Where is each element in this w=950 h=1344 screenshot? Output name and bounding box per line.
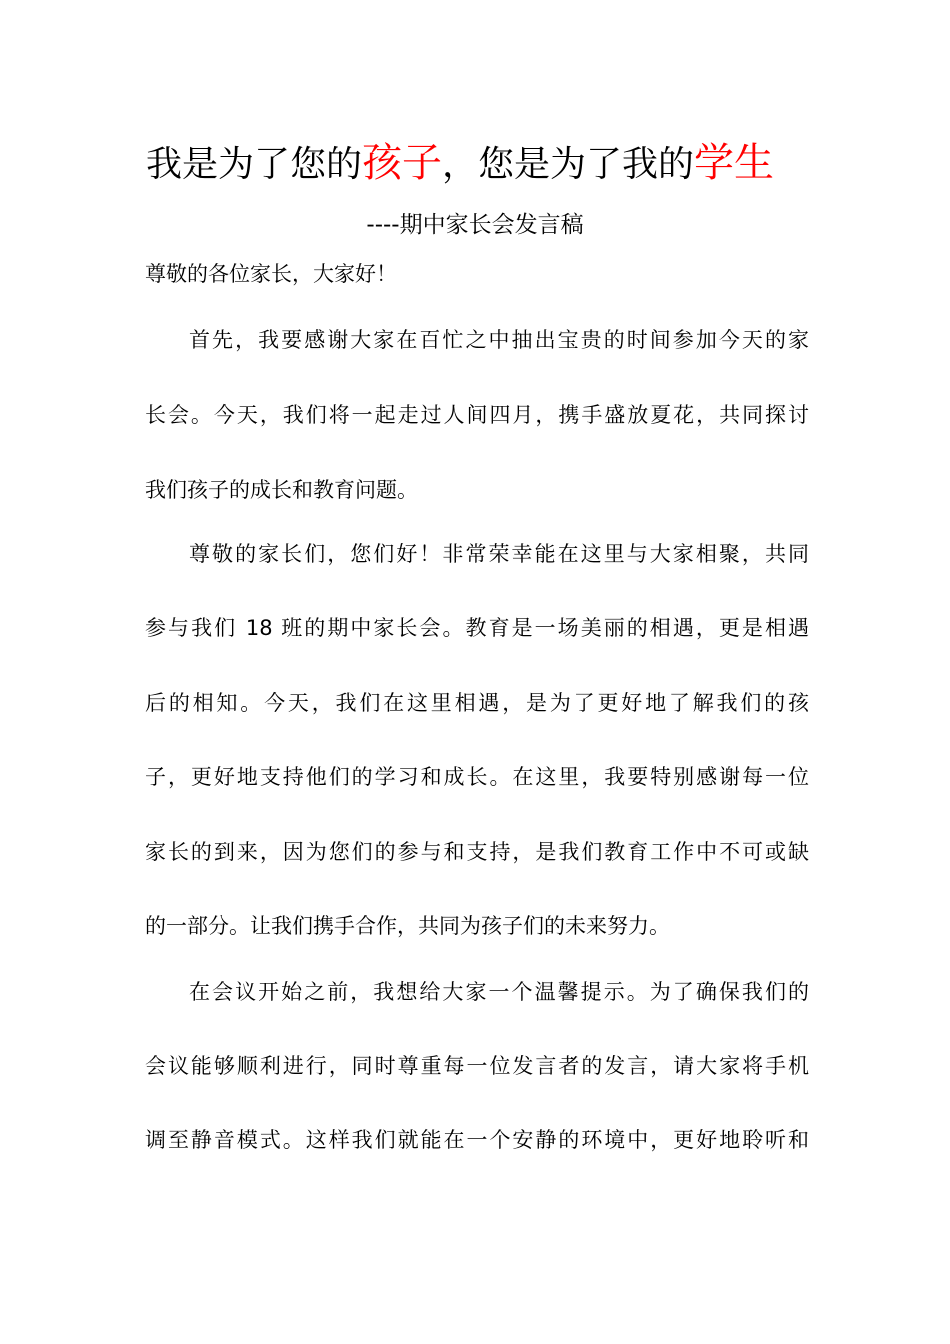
title-highlight-students: 学生 [694, 140, 775, 186]
paragraph-2-line-2: 参与我们 18 班的期中家长会。教育是一场美丽的相遇，更是相遇 [145, 616, 809, 640]
paragraph-2-line-3: 后的相知。今天，我们在这里相遇，是为了更好地了解我们的孩 [145, 691, 809, 715]
title-highlight-children: 孩子 [362, 140, 442, 186]
paragraph-1-line-2: 长会。今天，我们将一起走过人间四月，携手盛放夏花，共同探讨 [145, 403, 809, 427]
title-part-3: ，您是为了我的 [442, 144, 695, 185]
paragraph-2-line-6: 的一部分。让我们携手合作，共同为孩子们的未来努力。 [145, 914, 670, 938]
paragraph-3-line-1: 在会议开始之前，我想给大家一个温馨提示。为了确保我们的 [189, 980, 809, 1004]
document-title [0, 137, 920, 191]
paragraph-1-line-1: 首先，我要感谢大家在百忙之中抽出宝贵的时间参加今天的家 [189, 328, 809, 352]
paragraph-2-line-5: 家长的到来，因为您们的参与和支持，是我们教育工作中不可或缺 [145, 840, 809, 864]
title-part-1: 我是为了您的 [145, 144, 362, 185]
document-subtitle: ----期中家长会发言稿 [366, 212, 584, 238]
paragraph-2-line-4: 子，更好地支持他们的学习和成长。在这里，我要特别感谢每一位 [145, 765, 809, 789]
paragraph-3-line-3: 调至静音模式。这样我们就能在一个安静的环境中，更好地聆听和 [145, 1128, 809, 1152]
paragraph-3-line-2: 会议能够顺利进行，同时尊重每一位发言者的发言，请大家将手机 [145, 1054, 809, 1078]
paragraph-1-line-3: 我们孩子的成长和教育问题。 [145, 478, 418, 502]
greeting-line: 尊敬的各位家长，大家好！ [145, 262, 397, 286]
paragraph-2-line-1: 尊敬的家长们，您们好！非常荣幸能在这里与大家相聚，共同 [189, 542, 809, 566]
